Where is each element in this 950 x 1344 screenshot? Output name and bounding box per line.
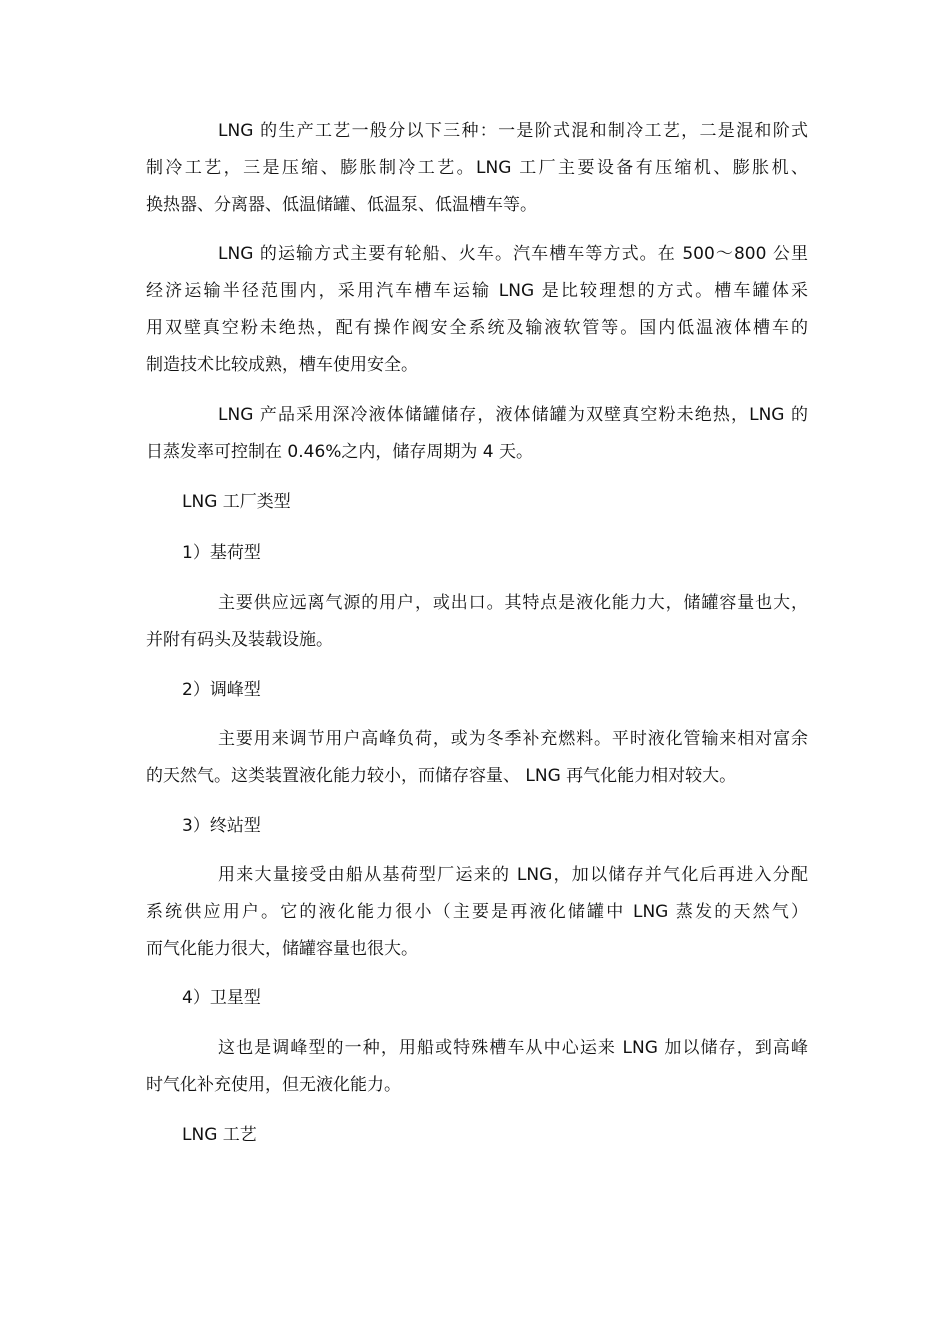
subheading-type-2: 2）调峰型 — [182, 680, 261, 700]
text-line: 时气化补充使用，但无液化能力。 — [146, 1075, 401, 1095]
text-line: 系统供应用户。它的液化能力很小（主要是再液化储罐中 LNG 蒸发的天然气） — [146, 902, 808, 922]
text-line: LNG 的生产工艺一般分以下三种：一是阶式混和制冷工艺，二是混和阶式 — [218, 121, 808, 141]
text-line: 主要供应远离气源的用户，或出口。其特点是液化能力大，储罐容量也大， — [218, 593, 808, 613]
section-heading-plant-types: LNG 工厂类型 — [182, 492, 291, 512]
text-line: 换热器、分离器、低温储罐、低温泵、低温槽车等。 — [146, 195, 537, 215]
paragraph-type-1 — [146, 585, 808, 659]
text-line: 日蒸发率可控制在 0.46%之内，储存周期为 4 天。 — [146, 442, 534, 462]
subheading-type-4: 4）卫星型 — [182, 988, 261, 1008]
text-line: LNG 的运输方式主要有轮船、火车。汽车槽车等方式。在 500～800 公里 — [218, 244, 808, 264]
paragraph-type-4 — [146, 1030, 808, 1104]
text-line: 用双壁真空粉未绝热，配有操作阀安全系统及输液软管等。国内低温液体槽车的 — [146, 318, 808, 338]
text-line: 这也是调峰型的一种，用船或特殊槽车从中心运来 LNG 加以储存，到高峰 — [218, 1038, 808, 1058]
text-line: 经济运输半径范围内，采用汽车槽车运输 LNG 是比较理想的方式。槽车罐体采 — [146, 281, 808, 301]
subheading-type-3: 3）终站型 — [182, 816, 261, 836]
text-line: 主要用来调节用户高峰负荷，或为冬季补充燃料。平时液化管输来相对富余 — [218, 729, 808, 749]
text-line: 并附有码头及装载设施。 — [146, 630, 333, 650]
paragraph-type-2 — [146, 721, 808, 795]
subheading-type-1: 1）基荷型 — [182, 543, 261, 563]
text-line: LNG 产品采用深冷液体储罐储存，液体储罐为双壁真空粉未绝热，LNG 的 — [218, 405, 808, 425]
text-line: 制冷工艺，三是压缩、膨胀制冷工艺。LNG 工厂主要设备有压缩机、膨胀机、 — [146, 158, 808, 178]
paragraph-storage — [146, 397, 808, 471]
text-line: 而气化能力很大，储罐容量也很大。 — [146, 939, 418, 959]
paragraph-transport — [146, 236, 808, 384]
section-heading-process: LNG 工艺 — [182, 1125, 257, 1145]
text-line: 制造技术比较成熟，槽车使用安全。 — [146, 355, 418, 375]
text-line: 用来大量接受由船从基荷型厂运来的 LNG，加以储存并气化后再进入分配 — [218, 865, 808, 885]
paragraph-type-3 — [146, 857, 808, 968]
paragraph-production-process — [146, 113, 808, 224]
text-line: 的天然气。这类装置液化能力较小，而储存容量、 LNG 再气化能力相对较大。 — [146, 766, 737, 786]
